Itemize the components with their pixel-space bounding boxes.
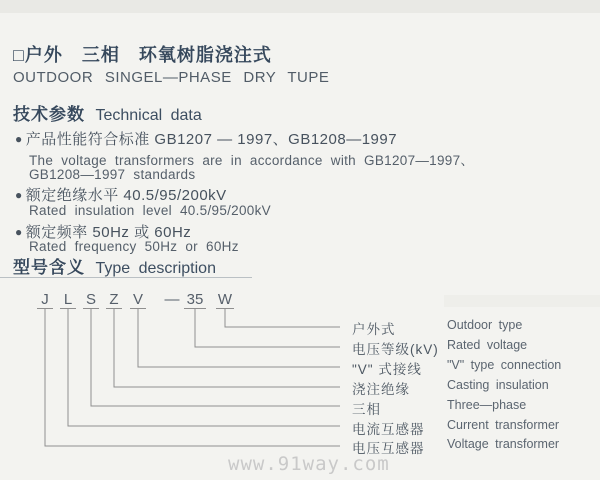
legend-cn-current-transformer: 电流互感器: [352, 422, 425, 437]
watermark-text: www.91way.com: [228, 453, 390, 475]
code-number-35: 35: [184, 291, 206, 309]
code-letter-Z: Z: [106, 291, 122, 309]
bullet-standards-en-line2: GB1208—1997 standards: [29, 167, 196, 182]
legend-en-outdoor: Outdoor type: [447, 318, 523, 332]
bullet-icon: ●: [15, 225, 23, 239]
legend-cn-v-connection: "V" 式接线: [352, 362, 422, 377]
legend-en-current-transformer: Current transformer: [447, 418, 560, 432]
legend-en-voltage-class: Rated voltage: [447, 338, 528, 352]
type-heading-cn: 型号含义: [13, 258, 85, 277]
tech-heading-cn: 技术参数: [13, 105, 85, 124]
code-line-J: [45, 308, 340, 446]
bullet-standards-en-line1: The voltage transformers are in accordance with GB1207—1997、: [29, 153, 475, 168]
code-line-V: [138, 308, 340, 367]
legend-en-three-phase: Three—phase: [447, 398, 527, 412]
tech-heading-en: Technical data: [95, 107, 202, 124]
bullet-frequency-en: Rated frequency 50Hz or 60Hz: [29, 239, 239, 254]
legend-en-voltage-transformer: Voltage transformer: [447, 437, 560, 451]
checkbox-square-icon: □: [13, 45, 25, 65]
page-title-cn-text: 户外 三相 环氧树脂浇注式: [24, 45, 272, 65]
code-letter-V: V: [130, 291, 146, 309]
bullet-frequency-cn-text: 额定频率 50Hz 或 60Hz: [25, 224, 192, 241]
code-line-S: [91, 308, 340, 406]
bullet-insulation-en: Rated insulation level 40.5/95/200kV: [29, 203, 271, 218]
legend-en-v-connection: "V" type connection: [447, 358, 562, 372]
legend-en-casting: Casting insulation: [447, 378, 549, 392]
legend-cn-three-phase: 三相: [352, 402, 381, 417]
code-letter-J: J: [37, 291, 53, 309]
page-title-en: OUTDOOR SINGEL—PHASE DRY TUPE: [13, 69, 330, 86]
bullet-icon: ●: [15, 132, 23, 146]
code-line-W: [225, 308, 340, 327]
code-letter-W: W: [217, 291, 233, 308]
legend-cn-voltage-transformer: 电压互感器: [352, 441, 425, 456]
bullet-standards-cn-text: 产品性能符合标准 GB1207 — 1997、GB1208—1997: [25, 131, 398, 148]
bullet-icon: ●: [15, 188, 23, 202]
legend-cn-outdoor: 户外式: [352, 322, 396, 337]
code-dash: —: [164, 291, 180, 308]
legend-cn-casting: 浇注绝缘: [352, 382, 410, 397]
bullet-insulation-cn-text: 额定绝缘水平 40.5/95/200kV: [25, 187, 227, 204]
legend-cn-voltage-class: 电压等级(kV): [352, 342, 439, 357]
type-heading-en: Type description: [95, 260, 216, 277]
code-letter-L: L: [60, 291, 76, 309]
code-letter-S: S: [83, 291, 99, 309]
